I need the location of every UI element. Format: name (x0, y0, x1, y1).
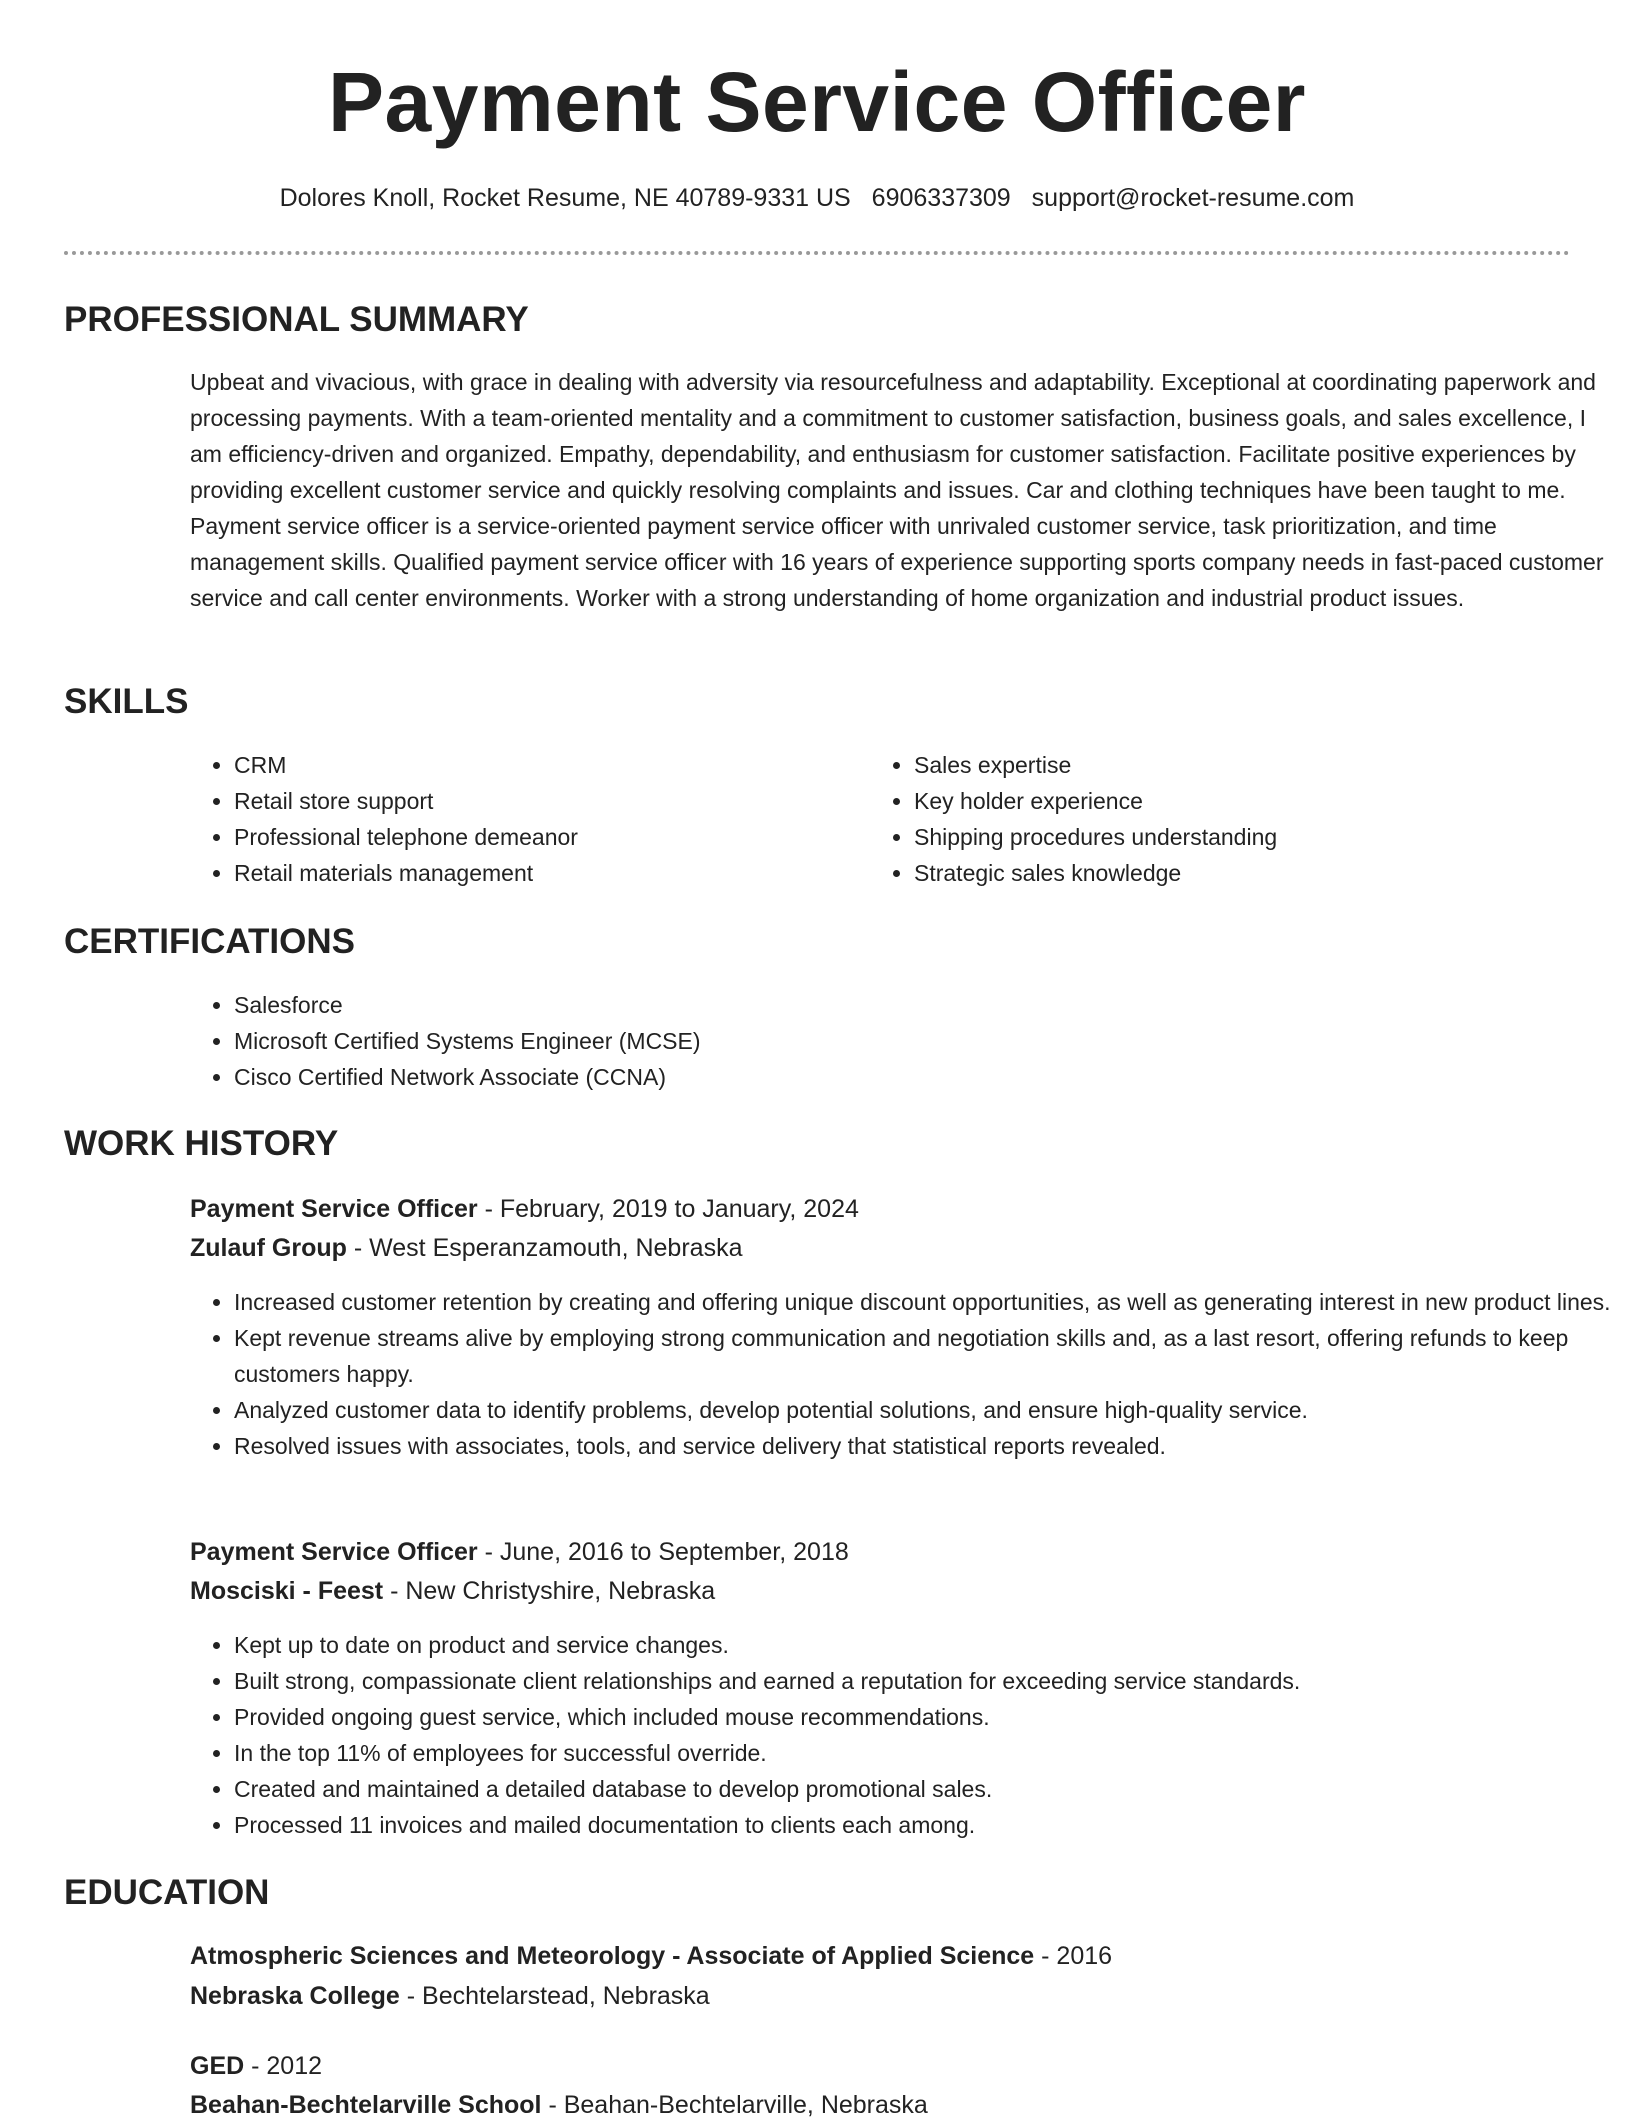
education-school-line (190, 1976, 710, 2016)
list-item: • Salesforce (234, 987, 1234, 1023)
summary-heading: PROFESSIONAL SUMMARY (64, 300, 529, 339)
list-item: • Resolved issues with associates, tools, and service delivery that statistical reports revealed. (234, 1428, 1630, 1464)
list-item: • In the top 11% of employees for successful override. (234, 1735, 1630, 1771)
job-dates: - June, 2016 to September, 2018 (477, 1538, 849, 1566)
job-title-line (190, 1189, 859, 1229)
list-item: • Built strong, compassionate client relationships and earned a reputation for exceeding service standards. (234, 1663, 1630, 1699)
list-item: • Strategic sales knowledge (914, 855, 1564, 891)
education-location: - Bechtelarstead, Nebraska (399, 1982, 710, 2010)
education-degree-line (190, 1936, 1112, 1976)
page-title: Payment Service Officer (328, 55, 1306, 149)
education-degree: GED (190, 2052, 245, 2080)
list-item: • CRM (234, 747, 834, 783)
job-title: Payment Service Officer (190, 1538, 478, 1566)
job-location: - West Esperanzamouth, Nebraska (346, 1234, 743, 1262)
job-company-line (190, 1571, 715, 1611)
contact-line (64, 180, 1570, 216)
list-item: • Kept revenue streams alive by employing strong communication and negotiation skills and, as a last resort, offering refunds to keep customers happy. (234, 1320, 1630, 1392)
list-item: • Cisco Certified Network Associate (CCNA) (234, 1059, 1234, 1095)
education-school-line (190, 2085, 928, 2125)
job-bullets (190, 1284, 1630, 1464)
education-degree: Atmospheric Sciences and Meteorology - Associate of Applied Science (190, 1942, 1035, 1970)
job-company: Mosciski - Feest (190, 1577, 384, 1605)
list-item: • Key holder experience (914, 783, 1564, 819)
summary-text: Upbeat and vivacious, with grace in dealing with adversity via resourcefulness and adaptability. Exceptional at coordinating paperwork and processing payments. With a team-oriented mentality and a commitment to customer satisfaction, business goals, and sales excellence, I am efficiency-driven and organized. Empathy, dependability, and enthusiasm for customer satisfaction. Facilitate positive experiences by providing excellent customer service and quickly resolving complaints and issues. Car and clothing techniques have been taught to me. Payment service officer is a service-oriented payment service officer with unrivaled customer service, task prioritization, and time management skills. Qualified payment service officer with 16 years of experience supporting sports company needs in fast-paced customer service and call center environments. Worker with a strong understanding of home organization and industrial product issues. (190, 369, 1604, 611)
list-item: • Professional telephone demeanor (234, 819, 834, 855)
list-item: • Microsoft Certified Systems Engineer (MCSE) (234, 1023, 1234, 1059)
skills-list-left (190, 747, 834, 891)
list-item: • Processed 11 invoices and mailed documentation to clients each among. (234, 1807, 1630, 1843)
list-item: • Provided ongoing guest service, which included mouse recommendations. (234, 1699, 1630, 1735)
job-title: Payment Service Officer (190, 1195, 478, 1223)
education-location: - Beahan-Bechtelarville, Nebraska (541, 2091, 928, 2119)
list-item: • Increased customer retention by creating and offering unique discount opportunities, as well as generating interest in new product lines. (234, 1284, 1630, 1320)
list-item: • Retail materials management (234, 855, 834, 891)
contact-phone: 6906337309 (871, 184, 1011, 212)
contact-address: Dolores Knoll, Rocket Resume, NE 40789-9331 US (279, 184, 851, 212)
job-company: Zulauf Group (190, 1234, 347, 1262)
education-heading: EDUCATION (64, 1873, 270, 1912)
education-school: Beahan-Bechtelarville School (190, 2091, 542, 2119)
list-item: • Kept up to date on product and service changes. (234, 1627, 1630, 1663)
work-heading: WORK HISTORY (64, 1124, 339, 1163)
list-item: • Retail store support (234, 783, 834, 819)
list-item: • Analyzed customer data to identify problems, develop potential solutions, and ensure high-quality service. (234, 1392, 1630, 1428)
header-divider (64, 251, 1570, 255)
job-location: - New Christyshire, Nebraska (383, 1577, 716, 1605)
certifications-list (190, 987, 1234, 1095)
list-item: • Created and maintained a detailed database to develop promotional sales. (234, 1771, 1630, 1807)
education-school: Nebraska College (190, 1982, 400, 2010)
job-bullets (190, 1627, 1630, 1843)
job-company-line (190, 1228, 742, 1268)
education-year: - 2016 (1034, 1942, 1113, 1970)
certifications-heading: CERTIFICATIONS (64, 922, 356, 961)
list-item: • Shipping procedures understanding (914, 819, 1564, 855)
list-item: • Sales expertise (914, 747, 1564, 783)
contact-email: support@rocket-resume.com (1031, 184, 1355, 212)
skills-list-right (870, 747, 1564, 891)
job-title-line (190, 1532, 849, 1572)
education-degree-line (190, 2046, 322, 2086)
skills-heading: SKILLS (64, 682, 189, 721)
education-year: - 2012 (244, 2052, 323, 2080)
job-dates: - February, 2019 to January, 2024 (477, 1195, 859, 1223)
